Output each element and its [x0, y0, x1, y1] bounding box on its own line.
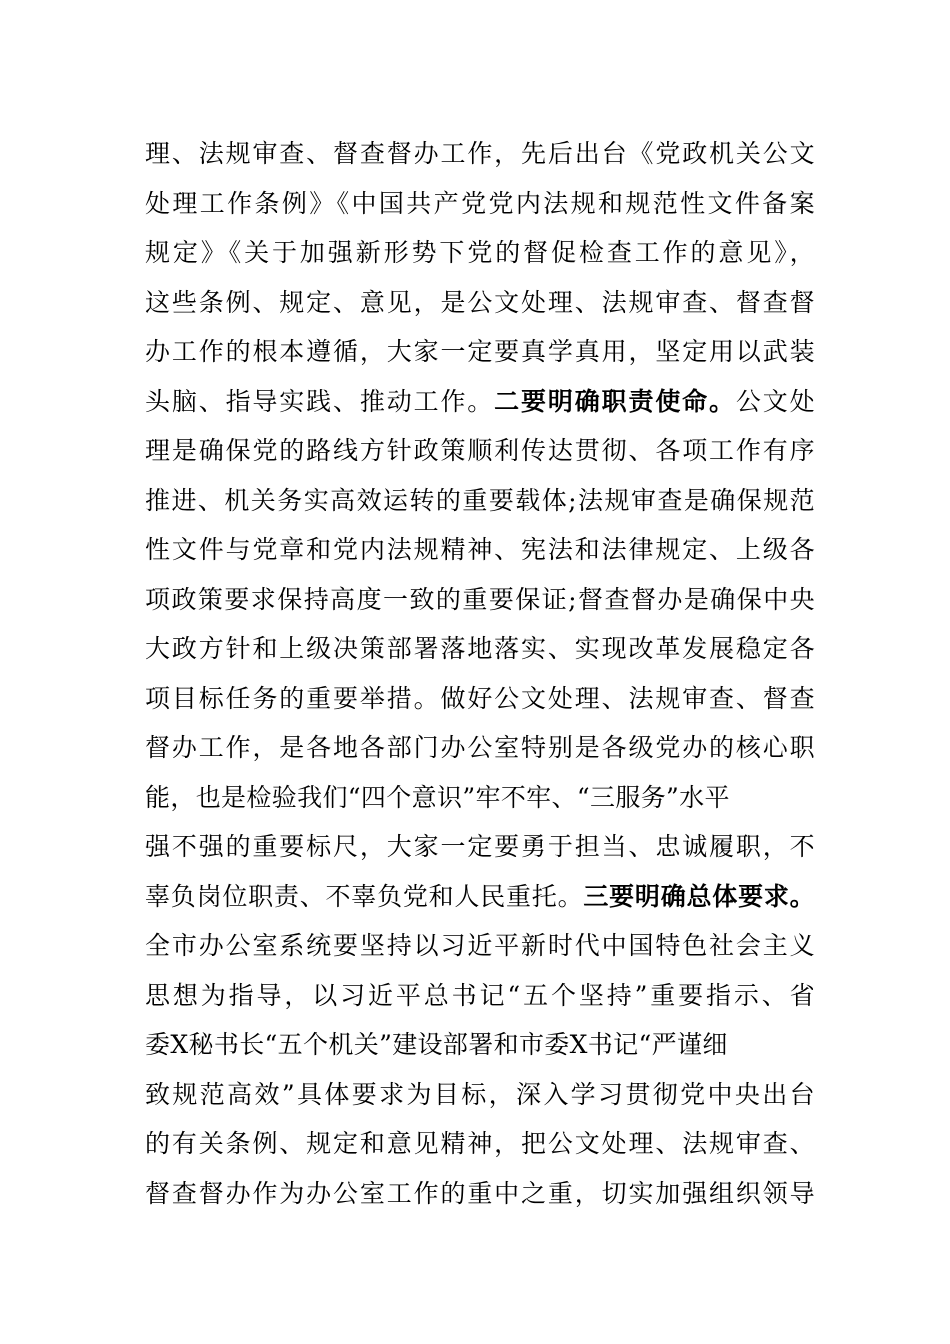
text-run: 项目标任务的重要举措。做好公文处理、法规审查、督查: [145, 683, 815, 713]
text-line: [145, 674, 815, 724]
body-text: [145, 129, 815, 1218]
text-line: [145, 1119, 815, 1169]
text-run: 头脑、指导实践、推动工作。: [145, 386, 495, 416]
text-run: 委X秘书长“五个机关”建设部署和市委X书记“严谨细: [145, 1030, 728, 1059]
text-line: [145, 921, 815, 971]
text-run: 致规范高效”具体要求为目标，深入学习贯彻党中央出台: [145, 1079, 815, 1109]
text-line: [145, 773, 815, 823]
text-run: 项政策要求保持高度一致的重要保证;督查督办是确保中央: [145, 584, 815, 614]
text-run: 的有关条例、规定和意见精神，把公文处理、法规审查、: [145, 1129, 815, 1158]
text-run: 思想为指导，以习近平总书记“五个坚持”重要指示、省: [145, 980, 815, 1010]
text-run: 这些条例、规定、意见，是公文处理、法规审查、督查督: [145, 287, 815, 317]
text-run: 性文件与党章和党内法规精神、宪法和法律规定、上级各: [145, 535, 815, 564]
bold-heading-phrase: 二要明确职责使命。: [494, 386, 736, 416]
text-run: 督办工作，是各地各部门办公室特别是各级党办的核心职: [145, 733, 815, 762]
text-line: [145, 525, 815, 575]
text-run: 处理工作条例》《中国共产党党内法规和规范性文件备案: [145, 188, 815, 218]
text-line: [145, 377, 815, 427]
text-line: [145, 971, 815, 1021]
text-line: [145, 129, 815, 179]
text-line: [145, 723, 815, 773]
bold-heading-phrase: 三要明确总体要求。: [583, 881, 815, 911]
text-line: [145, 1020, 815, 1070]
text-run: 理、法规审查、督查督办工作，先后出台《党政机关公文: [145, 139, 815, 168]
text-run: 办工作的根本遵循，大家一定要真学真用，坚定用以武装: [145, 337, 815, 366]
text-line: [145, 872, 815, 922]
text-run: 能，也是检验我们“四个意识”牢不牢、“三服务”水平: [145, 782, 730, 812]
text-line: [145, 1169, 815, 1219]
text-line: [145, 822, 815, 872]
text-line: [145, 624, 815, 674]
text-run: 全市办公室系统要坚持以习近平新时代中国特色社会主义: [145, 931, 815, 960]
text-run: 公文处: [735, 386, 815, 416]
text-line: [145, 575, 815, 625]
text-line: [145, 476, 815, 526]
text-run: 督查督办作为办公室工作的重中之重，切实加强组织领导: [145, 1178, 815, 1208]
text-line: [145, 179, 815, 229]
text-line: [145, 278, 815, 328]
text-line: [145, 327, 815, 377]
text-run: 大政方针和上级决策部署落地落实、实现改革发展稳定各: [145, 634, 815, 663]
text-run: 强不强的重要标尺，大家一定要勇于担当、忠诚履职，不: [145, 832, 815, 861]
text-line: [145, 1070, 815, 1120]
text-run: 理是确保党的路线方针政策顺利传达贯彻、各项工作有序: [145, 436, 815, 465]
text-run: 规定》《关于加强新形势下党的督促检查工作的意见》，: [145, 238, 815, 267]
text-run: 推进、机关务实高效运转的重要载体;法规审查是确保规范: [145, 485, 815, 515]
text-line: [145, 228, 815, 278]
text-run: 辜负岗位职责、不辜负党和人民重托。: [145, 881, 584, 911]
text-line: [145, 426, 815, 476]
